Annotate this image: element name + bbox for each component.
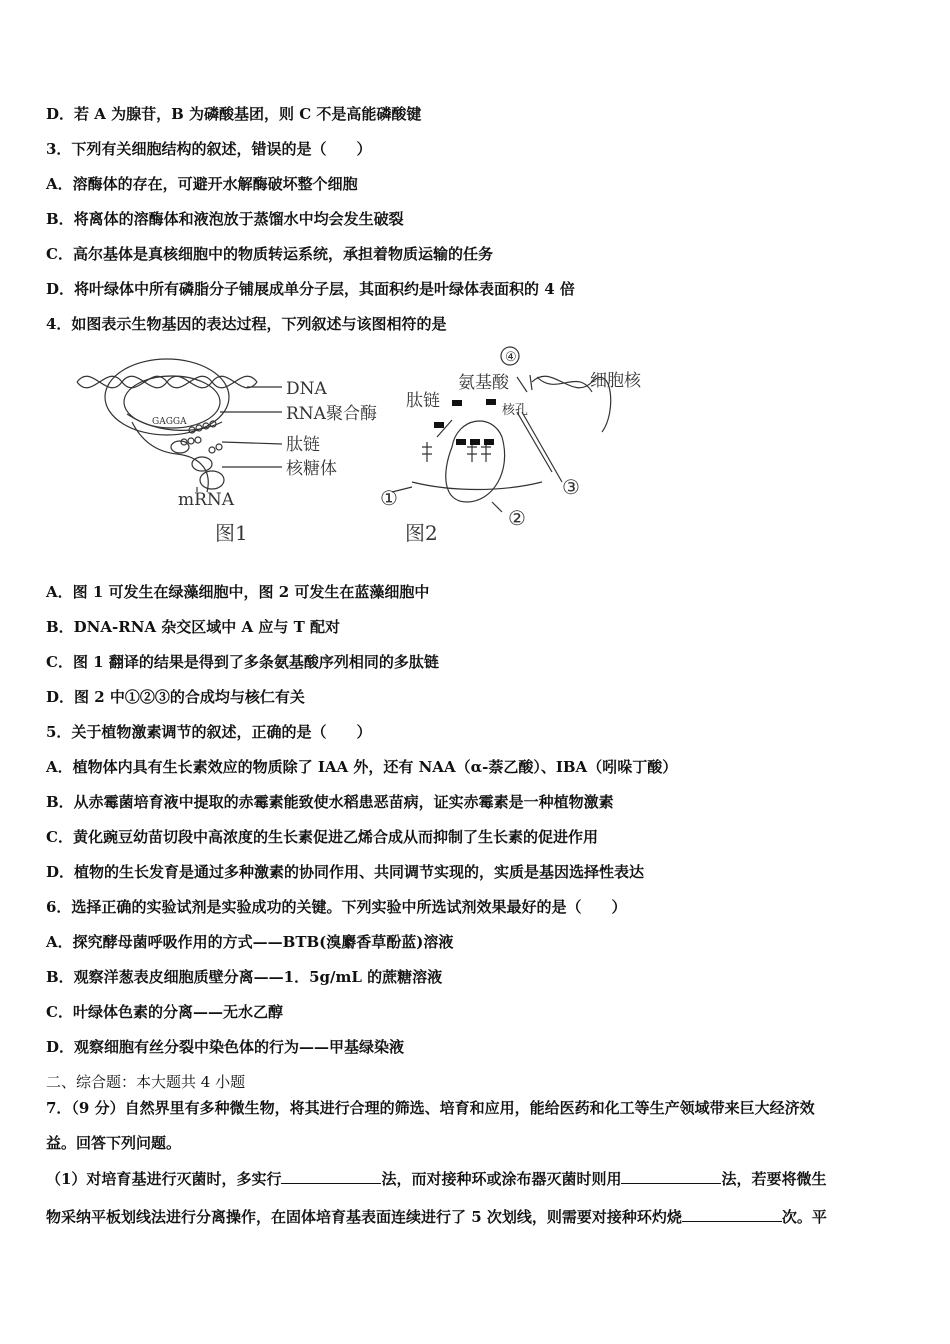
- nucleus-label: 细胞核: [590, 371, 641, 391]
- text-line: 4．如图表示生物基因的表达过程，下列叙述与该图相符的是: [46, 315, 447, 333]
- text-line: B．观察洋葱表皮细胞质壁分离——1．5g/mL 的蔗糖溶液: [46, 968, 443, 986]
- text-line: B．从赤霉菌培育液中提取的赤霉素能致使水稻患恶苗病，证实赤霉素是一种植物激素: [46, 793, 614, 811]
- nuclear-pore-label: 核孔: [502, 403, 529, 418]
- amino-acid-label: 氨基酸: [458, 373, 509, 393]
- text-line: C．黄化豌豆幼苗切段中高浓度的生长素促进乙烯合成从而抑制了生长素的促进作用: [46, 828, 598, 846]
- fig1-caption: 图1: [215, 521, 248, 545]
- q7-part3-text: 法，若要将微生: [721, 1170, 827, 1188]
- seq-label: GAGGA: [152, 417, 187, 427]
- text-line: 5．关于植物激素调节的叙述，正确的是（ ）: [46, 723, 372, 741]
- peptide-label-2: 肽链: [406, 391, 440, 411]
- text-line: 二、综合题：本大题共 4 小题: [46, 1073, 246, 1091]
- q7-part2-line: [46, 1206, 827, 1227]
- circle-3-label: ③: [562, 475, 580, 499]
- text-line: 益。回答下列问题。: [46, 1134, 182, 1152]
- circle-4-label: ④: [505, 350, 517, 365]
- q7-part4-text: 物采纳平板划线法进行分离操作，在固体培育基表面连续进行了 5 次划线，则需要对接种环灼烧: [46, 1208, 682, 1226]
- answer-blank-2[interactable]: [621, 1169, 721, 1184]
- gene-expression-figure: [72, 342, 641, 557]
- answer-blank-1[interactable]: [281, 1169, 381, 1184]
- text-line: A．图 1 可发生在绿藻细胞中，图 2 可发生在蓝藻细胞中: [46, 583, 430, 601]
- text-line: D．图 2 中①②③的合成均与核仁有关: [46, 688, 305, 706]
- text-line: D．植物的生长发育是通过多种激素的协同作用、共同调节实现的，实质是基因选择性表达: [46, 863, 645, 881]
- peptide-label-1: 肽链: [286, 435, 320, 455]
- text-line: D．将叶绿体中所有磷脂分子铺展成单分子层，其面积约是叶绿体表面积的 4 倍: [46, 280, 575, 298]
- text-line: D．若 A 为腺苷，B 为磷酸基团，则 C 不是高能磷酸键: [46, 105, 422, 123]
- answer-blank-3[interactable]: [682, 1207, 782, 1222]
- text-line: C．高尔基体是真核细胞中的物质转运系统，承担着物质运输的任务: [46, 245, 493, 263]
- circle-2-label: ②: [508, 506, 526, 530]
- text-line: 3．下列有关细胞结构的叙述，错误的是（ ）: [46, 140, 372, 158]
- text-line: A．溶酶体的存在，可避开水解酶破坏整个细胞: [46, 175, 358, 193]
- ribosome-label: 核糖体: [286, 459, 337, 479]
- text-line: A．探究酵母菌呼吸作用的方式——BTB(溴麝香草酚蓝)溶液: [46, 933, 454, 951]
- q7-part2-text: 法，而对接种环或涂布器灭菌时则用: [381, 1170, 622, 1188]
- text-line: C．叶绿体色素的分离——无水乙醇: [46, 1003, 283, 1021]
- text-line: D．观察细胞有丝分裂中染色体的行为——甲基绿染液: [46, 1038, 405, 1056]
- text-line: 6．选择正确的实验试剂是实验成功的关键。下列实验中所选试剂效果最好的是（ ）: [46, 898, 627, 916]
- q7-part1-text: （1）对培育基进行灭菌时，多实行: [46, 1170, 282, 1188]
- text-line: C．图 1 翻译的结果是得到了多条氨基酸序列相同的多肽链: [46, 653, 439, 671]
- text-line: B．将离体的溶酶体和液泡放于蒸馏水中均会发生破裂: [46, 210, 404, 228]
- mrna-label: mRNA: [178, 490, 235, 510]
- q7-part5-text: 次。平: [781, 1208, 827, 1226]
- dna-label: DNA: [286, 379, 327, 399]
- text-line: A．植物体内具有生长素效应的物质除了 IAA 外，还有 NAA（α-萘乙酸）、IBA（吲哚丁酸）: [46, 758, 678, 776]
- fig2-caption: 图2: [405, 521, 438, 545]
- circle-1-label: ①: [380, 486, 398, 510]
- rna-polymerase-label: RNA聚合酶: [286, 404, 377, 424]
- q7-part1-line: [46, 1168, 826, 1189]
- text-line: 7．（9 分）自然界里有多种微生物，将其进行合理的筛选、培育和应用，能给医药和化工等生产领域带来巨大经济效: [46, 1099, 815, 1117]
- text-line: B．DNA-RNA 杂交区域中 A 应与 T 配对: [46, 618, 340, 636]
